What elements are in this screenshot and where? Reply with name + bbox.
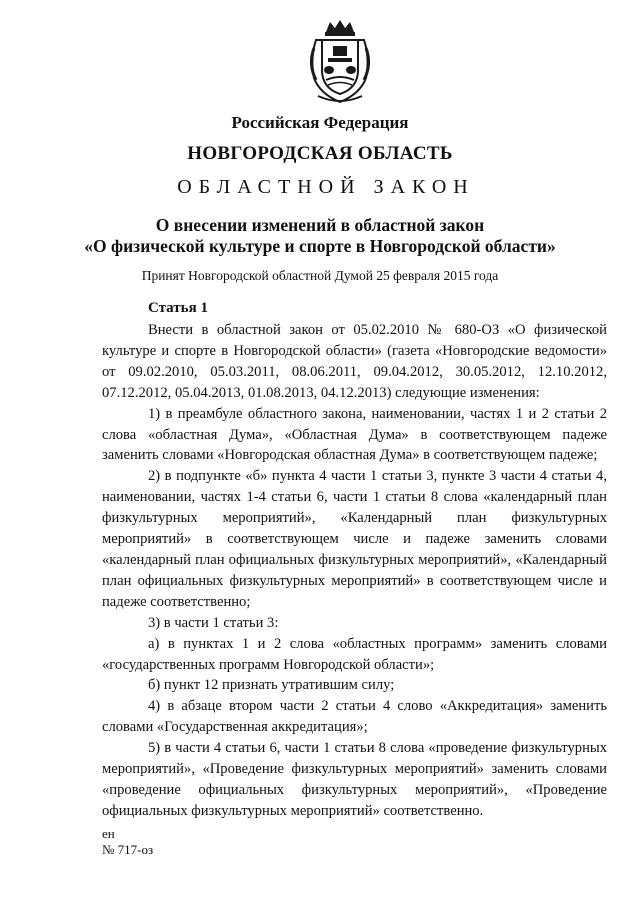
footer-note bbox=[102, 826, 153, 858]
paragraph-item-5: 5) в части 4 статьи 6, части 1 статьи 8 слова «проведение физкультурных мероприятий», «Проведение физкультурных мероприятий» заменить словами «проведение официальных физкультурных мероприятий», «Проведение официальных физкультурных мероприятий» соответственно. bbox=[102, 740, 607, 819]
paragraph-item-4: 4) в абзаце втором части 2 статьи 4 слово «Аккредитация» заменить словами «Государственная аккредитация»; bbox=[102, 698, 607, 736]
paragraph-item-3: 3) в части 1 статьи 3: bbox=[148, 614, 279, 631]
law-title-line-2: «О физической культуре и спорте в Новгородской области» bbox=[84, 236, 556, 256]
federation-heading: Российская Федерация bbox=[231, 113, 409, 132]
document-type-heading: ОБЛАСТНОЙ ЗАКОН bbox=[177, 176, 475, 198]
novgorod-coat-of-arms-icon bbox=[306, 18, 374, 104]
paragraph-item-3a: а) в пунктах 1 и 2 слова «областных программ» заменить словами «государственных программ Новгородской области»; bbox=[102, 635, 607, 673]
paragraph-item-1: 1) в преамбуле областного закона, наименовании, частях 1 и 2 статьи 2 слова «областная Дума», «Областная Дума» в соответствующем падеже заменить словами «Новгородская областная Дума» в соответствующем падеже; bbox=[102, 405, 607, 464]
paragraph-item-3b: б) пункт 12 признать утратившим силу; bbox=[148, 677, 395, 694]
footer-document-number: № 717-оз bbox=[102, 842, 154, 857]
adoption-line: Принят Новгородской областной Думой 25 февраля 2015 года bbox=[141, 268, 499, 283]
paragraph-intro: Внести в областной закон от 05.02.2010 № 680-ОЗ «О физической культуре и спорте в Новгородской области» (газета «Новгородские ведомости» от 09.02.2010, 05.03.2011, 08.06.2011, 09.04.2012, 30.05.2012, 12.10.2012, 07.12.2012, 05.04.2013, 01.08.2013, 04.12.2013) следующие изменения: bbox=[102, 322, 607, 401]
law-title-line-1: О внесении изменений в областной закон bbox=[155, 215, 485, 235]
paragraph-item-2: 2) в подпункте «б» пункта 4 части 1 статьи 3, пункте 3 части 4 статьи 4, наименовании, частях 1-4 статьи 6, части 1 статьи 8 слова «календарный план физкультурных мероприятий», «Календарный план физкультурных мероприятий» в соответствующем числе и падеже заменить словами «календарный план официальных физкультурных мероприятий», «Календарный план официальных физкультурных мероприятий» в соответствующем числе и падеже соответственно; bbox=[102, 468, 607, 610]
footer-initials: ен bbox=[102, 826, 115, 841]
article-heading: Статья 1 bbox=[148, 300, 208, 316]
region-heading: НОВГОРОДСКАЯ ОБЛАСТЬ bbox=[187, 143, 453, 164]
article-body bbox=[102, 320, 607, 822]
